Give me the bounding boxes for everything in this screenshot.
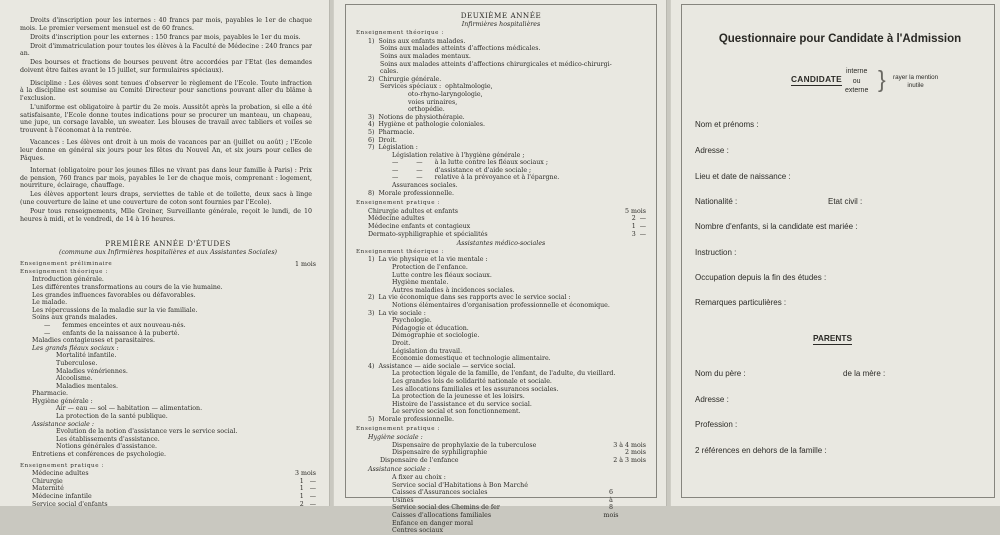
row-label: Médecine enfants et contagieux [368, 223, 471, 231]
list-item: Soins aux malades atteints d'affections médicales. [380, 45, 541, 53]
list-item: Maladies mentales. [56, 382, 118, 390]
assist-duration-part: 6 [608, 489, 613, 497]
field-children[interactable]: Nombre d'enfants, si la candidate est mariée : [695, 222, 858, 231]
row-value: 2 mois [624, 449, 646, 457]
list-item: Hygiène mentale. [392, 279, 449, 287]
row-label: Service social d'enfants [32, 500, 108, 508]
strike-note [893, 74, 938, 90]
intro-paragraph: Droits d'inscription pour les externes : 150 francs par mois, payables le 1er du mois. [30, 33, 301, 41]
duration-row [20, 493, 316, 501]
assist-duration-part: 8 [608, 504, 613, 512]
prat-list [20, 470, 316, 508]
social-prat-label: Enseignement pratique : [356, 426, 440, 433]
hygiene-list [356, 442, 646, 465]
list-item: Centres sociaux [392, 527, 444, 535]
list-item: Caisses d'Assurances sociales [392, 489, 488, 497]
list-item: A fixer au choix : [392, 474, 446, 482]
assist-list [356, 474, 596, 535]
strike-note-line: inutile [907, 82, 924, 89]
list-item: Soins aux malades atteints d'affections chirurgicales et médico-chirurgi- [380, 60, 612, 68]
row-value: 2 — [299, 500, 316, 508]
second-year-subtitle: Infirmières hospitalières [461, 20, 541, 28]
first-year-title: PREMIÈRE ANNÉE D'ÉTUDES [105, 239, 231, 248]
list-item: La protection légale de la famille, de l'enfant, de l'adulte, du vieillard. [392, 370, 616, 378]
list-item: Lutte contre les fléaux sociaux. [392, 271, 492, 279]
list-item: Maladies vénériennes. [56, 367, 128, 375]
row-value: 3 à 4 mois [613, 441, 646, 449]
row-value: 1 — [299, 477, 316, 485]
prat-label: Enseignement pratique : [20, 462, 104, 469]
list-item: Pédagogie et éducation. [392, 324, 469, 332]
list-item: 7) Législation : [368, 144, 418, 152]
strike-note-line: rayer la mention [893, 74, 939, 81]
list-item: 4) Hygiène et pathologie coloniales. [368, 121, 485, 129]
list-item: Les grands fléaux sociaux : [32, 344, 119, 352]
intro-paragraph: Internat (obligatoire pour les jeunes filles ne vivant pas dans leur famille à Paris) : Prix de pension, 760 francs par mois, payables le 1er de chaque mois, comprenant : logement, nourriture, éclairage, chauffage. [20, 167, 312, 190]
second-year-section [356, 12, 646, 535]
list-item: 6) Droit. [368, 136, 397, 144]
list-item: — femmes enceintes et aux nouveau-nés. [44, 321, 186, 329]
list-item: Psychologie. [392, 317, 432, 325]
list-item: Législation du travail. [392, 347, 463, 355]
list-item: Services spéciaux : ophtalmologie, [380, 83, 493, 91]
duration-row [356, 215, 646, 223]
list-item: 8) Morale professionnelle. [368, 189, 454, 197]
list-item: Les différentes transformations au cours de la vie humaine. [32, 283, 223, 291]
social-list [356, 256, 646, 423]
list-item: Les répercussions de la maladie sur la vie familiale. [32, 306, 198, 314]
duration-row [356, 449, 646, 457]
row-value: 3 mois [294, 470, 316, 478]
field-remarks[interactable]: Remarques particulières : [695, 298, 787, 307]
prelim-row [20, 261, 316, 269]
list-item: Histoire de l'assistance et du service social. [392, 400, 532, 408]
second-year-title: DEUXIÈME ANNÉE [460, 11, 542, 20]
list-item: Usines [392, 496, 414, 504]
duration-row [20, 485, 316, 493]
field-education[interactable]: Instruction : [695, 248, 737, 257]
list-item: Autres maladies à incidences sociales. [392, 286, 515, 294]
option-or: ou [852, 77, 861, 85]
list-item: Mortalité infantile. [56, 352, 117, 360]
list-item: Caisses d'allocations familiales [392, 512, 492, 519]
row-label: Dermato-syphiligraphie et spécialités [368, 230, 488, 238]
row-label: Dispensaire de l'enfance [380, 456, 459, 464]
right-page [670, 0, 1000, 506]
intro-text [20, 17, 312, 225]
row-value: 1 — [299, 485, 316, 493]
row-value: 3 — [631, 230, 646, 238]
row-value: 2 à 3 mois [613, 456, 646, 464]
list-item: Notions élémentaires d'organisation professionnelle et économique. [392, 301, 610, 309]
candidate-options[interactable] [845, 67, 868, 96]
list-item: Assurances sociales. [392, 182, 458, 190]
theo-label: Enseignement théorique : [356, 30, 444, 37]
field-name[interactable]: Nom et prénoms : [695, 120, 759, 129]
list-item: oto-rhyno-laryngologie, [408, 90, 483, 98]
list-item: 1) La vie physique et la vie mentale : [368, 256, 488, 264]
list-item: Pharmacie. [32, 390, 69, 398]
field-nationality[interactable]: Nationalité : [695, 197, 738, 206]
middle-page [333, 0, 667, 535]
prat-list [356, 208, 646, 238]
duration-row [356, 223, 646, 231]
field-address[interactable]: Adresse : [695, 146, 729, 155]
field-civil-status[interactable]: Etat civil : [828, 197, 863, 206]
row-value: 2 — [631, 215, 646, 223]
list-item: orthopédie. [408, 106, 445, 114]
intro-paragraph: Droits d'inscription pour les internes : 40 francs par mois, payables le 1er de chaque mois. Le premier versement mensuel est de 60 francs. [20, 17, 312, 32]
theo-list [356, 38, 646, 197]
duration-row [356, 231, 646, 239]
list-item: Soins aux malades mentaux. [380, 52, 471, 60]
row-label: Maternité [32, 485, 64, 493]
list-item: Les grandes lois de solidarité nationale et sociale. [392, 377, 552, 385]
field-birth[interactable]: Lieu et date de naissance : [695, 172, 791, 181]
option-interne[interactable]: interne [845, 68, 868, 75]
brace-icon: } [878, 66, 886, 92]
field-references[interactable]: 2 références en dehors de la famille : [695, 446, 827, 455]
list-item: Les allocations familiales et les assurances sociales. [392, 385, 559, 393]
row-label: Chirurgie adultes et enfants [368, 207, 459, 215]
row-label: Chirurgie [32, 477, 63, 485]
list-item: — — relative à la prévoyance et à l'épargne. [392, 174, 560, 182]
parents-label: PARENTS [813, 333, 853, 343]
field-occupation[interactable]: Occupation depuis la fin des études : [695, 273, 827, 282]
list-item: Soins aux grands malades. [32, 314, 118, 322]
prat-label: Enseignement pratique : [356, 200, 440, 207]
row-value: 1 — [299, 493, 316, 500]
first-year-section [20, 240, 316, 508]
list-item: Notions générales d'assistance. [56, 443, 158, 451]
candidate-label: CANDIDATE [791, 74, 842, 84]
duration-row [356, 457, 646, 465]
list-item: 4) Assistance — aide sociale — service social. [368, 362, 516, 370]
theo-list [20, 276, 316, 458]
list-item: Législation relative à l'hygiène générale ; [392, 151, 525, 159]
row-label: Médecine infantile [32, 493, 92, 500]
social-theo-label: Enseignement théorique : [356, 248, 444, 255]
list-item: Service social d'Habitations à Bon Marché [392, 481, 528, 489]
social-title: Assistantes médico-sociales [456, 240, 546, 248]
list-item: 1) Soins aux enfants malades. [368, 37, 466, 45]
form-title: Questionnaire pour Candidate à l'Admission [718, 33, 962, 45]
prelim-value: 1 mois [294, 261, 316, 269]
row-label: Médecine adultes [368, 215, 425, 223]
row-label: Médecine adultes [32, 470, 89, 478]
row-value: 1 — [631, 223, 646, 231]
list-item: Maladies contagieuses et parasitaires. [32, 337, 155, 345]
row-label: Dispensaire de syphiligraphie [392, 449, 488, 457]
assist-duration-part: mois [603, 511, 619, 519]
list-item: 5) Pharmacie. [368, 128, 415, 136]
duration-row [356, 442, 646, 450]
field-mother[interactable]: de la mère : [843, 369, 886, 378]
list-item: Le malade. [32, 299, 68, 307]
list-item: Air — eau — sol — habitation — alimentation. [56, 405, 203, 413]
duration-row [20, 478, 316, 486]
field-father[interactable]: Nom du père : [695, 369, 746, 378]
intro-paragraph: Discipline : Les élèves sont tenues d'observer le règlement de l'Ecole. Toute infraction à la discipline est soumise au Comité Directeur pour sanctions pouvant aller du blâme à l'exclusion. [20, 79, 312, 102]
list-item: Enfance en danger moral [392, 519, 473, 527]
list-item: 5) Morale professionnelle. [368, 415, 454, 423]
list-item: cales. [380, 68, 399, 76]
list-item: Les grandes influences favorables ou défavorables. [32, 291, 196, 299]
list-item: — enfants de la naissance à la puberté. [44, 329, 180, 337]
list-item: 3) Notions de physiothérapie. [368, 113, 465, 121]
field-profession[interactable]: Profession : [695, 420, 738, 429]
duration-row [20, 470, 316, 478]
theo-label: Enseignement théorique : [20, 268, 108, 275]
intro-paragraph: Des bourses et fractions de bourses peuvent être accordées par l'Etat (les demandes doivent être faites avant le 15 juillet, sur formulaires spéciaux). [20, 59, 312, 75]
list-item: 2) Chirurgie générale. [368, 75, 442, 83]
list-item: Protection de l'enfance. [392, 264, 468, 271]
intro-paragraph: Droit d'immatriculation pour toutes les élèves à la Faculté de Médecine : 240 francs par an. [20, 42, 312, 58]
list-item: 3) La vie sociale : [368, 309, 426, 317]
duration-row [20, 501, 316, 509]
list-item: Droit. [392, 339, 411, 347]
row-value: 5 mois [624, 207, 646, 215]
list-item: Entretiens et conférences de psychologie. [32, 451, 166, 459]
assist-duration-part: à [609, 496, 613, 504]
prelim-label: Enseignement préliminaire [20, 261, 113, 268]
row-label: Dispensaire de prophylaxie de la tuberculose [392, 441, 537, 449]
intro-paragraph: Les élèves apportent leurs draps, serviettes de table et de toilette, deux sacs à linge (une couverture de laine et une couverture de coton sont fournies par l'Ecole). [20, 191, 312, 206]
option-externe[interactable]: externe [845, 87, 869, 94]
list-item: Economie domestique et technologie alimentaire. [392, 355, 551, 363]
list-item: Alcoolisme. [56, 375, 93, 383]
list-item: Les établissements d'assistance. [56, 435, 160, 443]
assist-label: Assistance sociale : [368, 466, 431, 474]
list-item: Evolution de la notion d'assistance vers le service social. [56, 428, 238, 436]
list-item: Hygiène générale : [32, 397, 93, 405]
intro-paragraph: L'uniforme est obligatoire à partir du 2e mois. Aussitôt après la probation, si elle a été satisfaisante, l'Ecole donne toutes indications pour se procurer un manteau, un chapeau, une jupe, un corsage lavable, un sweater. Les blouses de travail avec tabliers et voiles se trouvent à l'économat à la rentrée. [20, 103, 312, 134]
list-item: Tuberculose. [56, 359, 98, 367]
first-year-subtitle: (commune aux Infirmières hospitalières et aux Assistantes Sociales) [58, 248, 278, 256]
left-page [0, 0, 330, 506]
list-item: Service social des Chemins de fer [392, 504, 500, 512]
field-parent-address[interactable]: Adresse : [695, 395, 729, 404]
list-item: Le service social et son fonctionnement. [392, 408, 521, 416]
intro-paragraph: Vacances : Les élèves ont droit à un mois de vacances par an (juillet ou août) ; l'Ecole leur donne en général six jours pour les fêtes du Nouvel An, et six jours pour celles de Pâques. [20, 139, 312, 162]
list-item: La protection de la jeunesse et les loisirs. [392, 393, 525, 401]
hygiene-label: Hygiène sociale : [368, 434, 423, 442]
list-item: La protection de la santé publique. [56, 413, 168, 421]
list-item: voies urinaires, [408, 98, 458, 106]
list-item: — — d'assistance et d'aide sociale ; [392, 166, 532, 174]
assist-block [356, 474, 646, 535]
list-item: 2) La vie économique dans ses rapports avec le service social : [368, 294, 571, 302]
duration-row [356, 208, 646, 216]
list-item: — — à la lutte contre les fléaux sociaux ; [392, 159, 548, 167]
list-item: Assistance sociale : [32, 420, 95, 428]
intro-paragraph: Pour tous renseignements, Mlle Greiner, Surveillante générale, reçoit le lundi, de 10 heures à midi, et le vendredi, de 14 à 16 heures. [20, 208, 312, 223]
list-item: Introduction générale. [32, 276, 104, 284]
list-item: Démographie et sociologie. [392, 332, 480, 340]
assist-duration [596, 474, 626, 535]
